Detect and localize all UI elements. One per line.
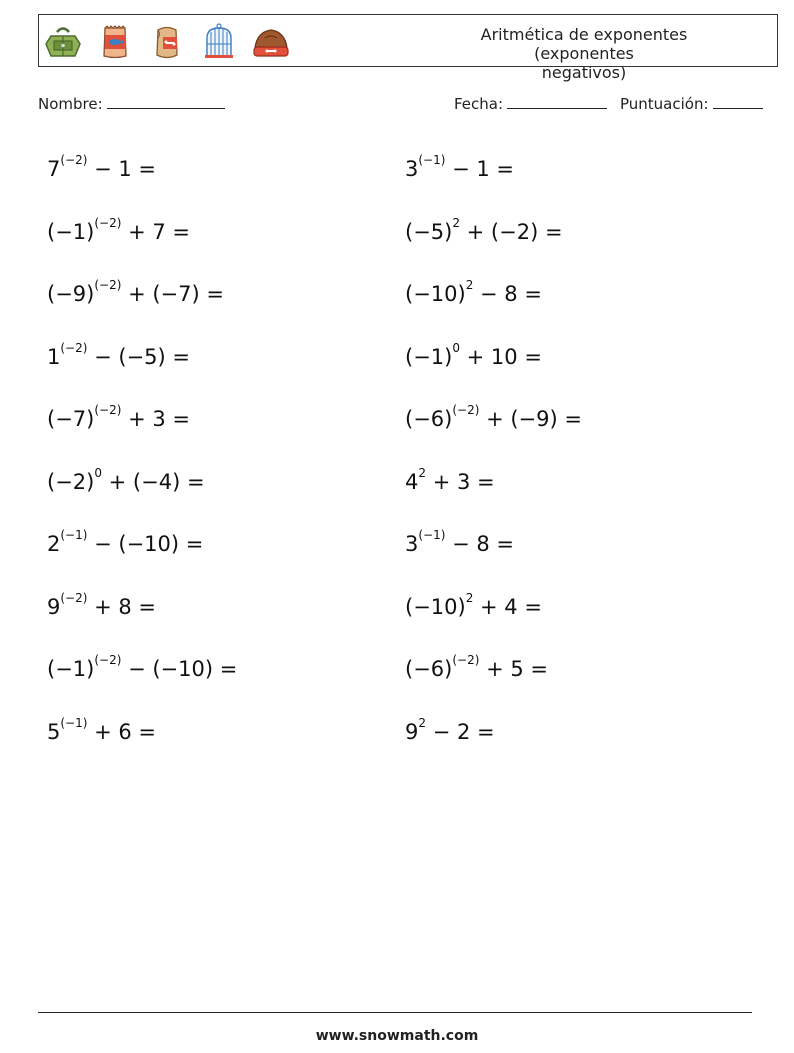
problem-base: (−9) [47, 282, 95, 306]
problem-rest: + 7 = [121, 220, 190, 244]
problem-base: (−2) [47, 470, 95, 494]
worksheet-header [38, 14, 778, 82]
problem-base: 9 [405, 720, 419, 744]
date-blank[interactable] [507, 94, 607, 109]
problem-rest: + (−2) = [459, 220, 563, 244]
name-label: Nombre: [38, 95, 103, 113]
problem-rest: + 3 = [121, 407, 190, 431]
problem-base: (−5) [405, 220, 453, 244]
problem-left-4 [47, 340, 190, 369]
problem-base: 3 [405, 532, 419, 556]
problem-rest: + (−4) = [101, 470, 205, 494]
problem-left-3 [47, 277, 224, 306]
problem-left-1 [47, 152, 156, 181]
problem-left-5 [47, 402, 190, 431]
problem-left-6 [47, 465, 205, 494]
name-blank[interactable] [107, 94, 225, 109]
problem-base: 4 [405, 470, 419, 494]
backpack-icon [43, 22, 83, 62]
problem-right-7 [405, 527, 514, 556]
date-field[interactable] [454, 94, 607, 113]
problem-base: (−1) [405, 345, 453, 369]
problem-right-5 [405, 402, 582, 431]
problem-right-8 [405, 590, 542, 619]
problem-exponent: (−2) [94, 278, 122, 292]
problem-base: (−6) [405, 657, 453, 681]
problem-left-10 [47, 715, 156, 744]
problem-exponent: 2 [452, 216, 460, 230]
problem-exponent: (−1) [60, 528, 88, 542]
problem-exponent: 2 [418, 716, 427, 730]
pet-bed-icon [251, 22, 291, 62]
problem-exponent: 0 [452, 341, 460, 355]
problem-base: (−1) [47, 220, 95, 244]
problem-left-8 [47, 590, 156, 619]
problem-exponent: (−2) [94, 216, 122, 230]
problem-exponent: (−2) [60, 341, 88, 355]
problem-exponent: (−2) [60, 153, 88, 167]
problem-base: 3 [405, 157, 419, 181]
problem-base: 9 [47, 595, 61, 619]
problem-right-9 [405, 652, 548, 681]
problem-rest: + (−9) = [479, 407, 582, 431]
problem-exponent: 0 [94, 466, 102, 480]
problem-exponent: 2 [418, 466, 427, 480]
problem-rest: − (−10) = [87, 532, 204, 556]
fish-food-bag-icon [95, 22, 135, 62]
problem-base: 7 [47, 157, 61, 181]
worksheet-title [434, 25, 734, 82]
problem-left-2 [47, 215, 190, 244]
problem-base: (−10) [405, 282, 466, 306]
problem-right-4 [405, 340, 542, 369]
problem-right-1 [405, 152, 514, 181]
problem-rest: − 8 = [445, 532, 515, 556]
problem-rest: + 3 = [426, 470, 495, 494]
problem-exponent: 2 [465, 278, 474, 292]
title-line-2: negativos) [541, 63, 627, 82]
problem-rest: + (−7) = [121, 282, 224, 306]
problem-base: (−10) [405, 595, 466, 619]
problem-rest: − (−10) = [121, 657, 238, 681]
problem-left-7 [47, 527, 203, 556]
problem-exponent: 2 [465, 591, 474, 605]
problem-exponent: (−2) [452, 403, 480, 417]
footer-url: www.snowmath.com [315, 1028, 479, 1044]
pet-food-bag-icon [147, 22, 187, 62]
problem-exponent: (−1) [418, 528, 446, 542]
problem-exponent: (−1) [60, 716, 88, 730]
name-field[interactable] [38, 94, 225, 113]
score-field[interactable] [620, 94, 763, 113]
footer-divider [38, 1012, 752, 1013]
problem-right-10 [405, 715, 495, 744]
problem-rest: − 2 = [426, 720, 495, 744]
problem-exponent: (−2) [94, 653, 122, 667]
problem-exponent: (−2) [452, 653, 480, 667]
score-label: Puntuación: [620, 95, 709, 113]
problem-right-6 [405, 465, 495, 494]
problem-rest: − (−5) = [87, 345, 190, 369]
problem-base: 2 [47, 532, 61, 556]
problem-right-3 [405, 277, 542, 306]
problem-rest: + 6 = [87, 720, 157, 744]
problem-rest: + 8 = [87, 595, 157, 619]
score-blank[interactable] [713, 94, 763, 109]
problem-base: 5 [47, 720, 61, 744]
problem-right-2 [405, 215, 563, 244]
problem-base: (−1) [47, 657, 95, 681]
problem-base: 1 [47, 345, 61, 369]
problem-rest: − 1 = [87, 157, 157, 181]
problem-rest: − 8 = [473, 282, 542, 306]
problem-rest: + 5 = [479, 657, 548, 681]
problem-exponent: (−2) [94, 403, 122, 417]
problem-rest: − 1 = [445, 157, 515, 181]
date-label: Fecha: [454, 95, 504, 113]
header-icons [43, 20, 291, 64]
problem-base: (−6) [405, 407, 453, 431]
problem-exponent: (−1) [418, 153, 446, 167]
problem-exponent: (−2) [60, 591, 88, 605]
problem-left-9 [47, 652, 237, 681]
problem-rest: + 10 = [459, 345, 542, 369]
birdcage-icon [199, 22, 239, 62]
problem-rest: + 4 = [473, 595, 542, 619]
title-line-1: Aritmética de exponentes (exponentes [480, 25, 688, 63]
problem-base: (−7) [47, 407, 95, 431]
